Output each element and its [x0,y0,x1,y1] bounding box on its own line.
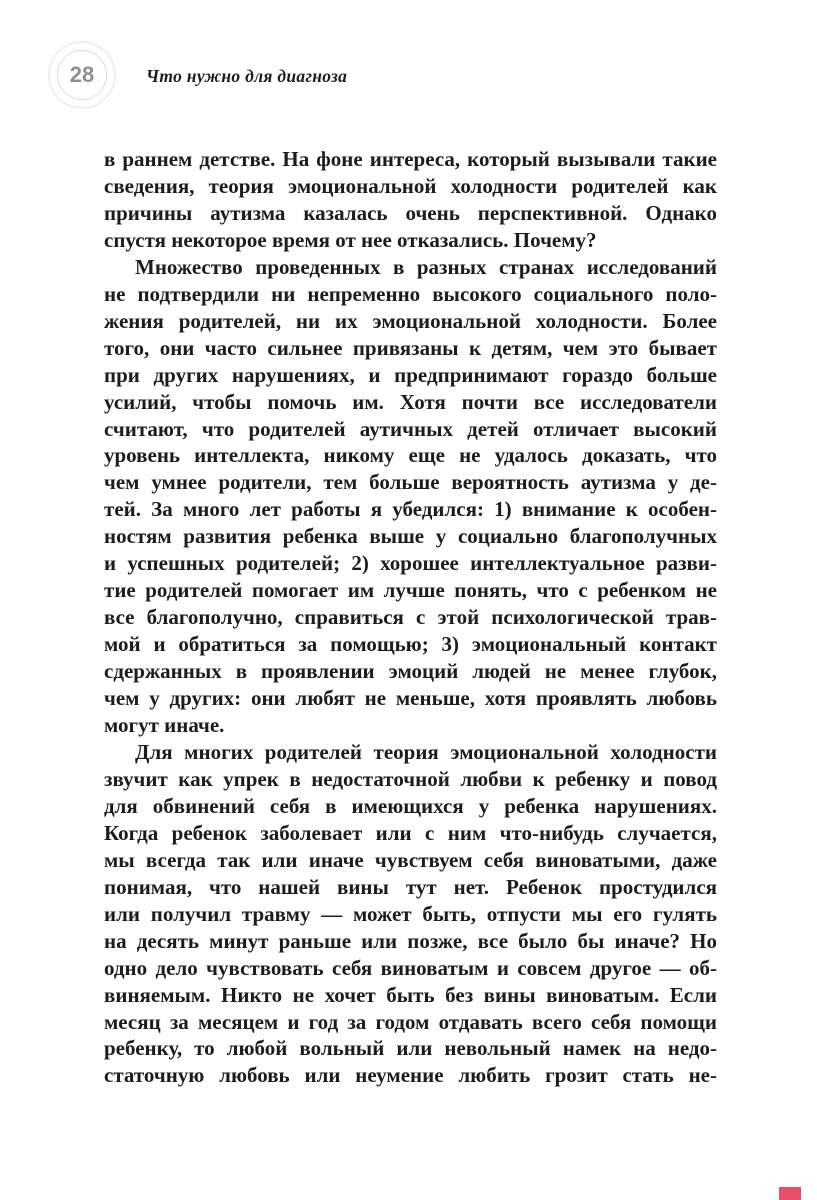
page-number-badge [48,41,116,109]
text-line: мы всегда так или иначе чувствуем себя виноватыми, даже [104,847,717,872]
text-line: чем у других: они любят не меньше, хотя проявлять любовь [104,686,717,711]
page-header [0,0,817,120]
text-line: считают, что родителей аутичных детей отличает высокий [104,416,717,441]
text-line: на десять минут раньше или позже, все было бы иначе? Но [104,928,717,953]
text-line: в раннем детстве. На фоне интереса, который вызывали такие [104,147,717,171]
text-line: тие родителей помогает им лучше понять, что с ребенком не [104,578,717,603]
text-line: или получил травму — может быть, отпусти мы его гулять [104,901,717,926]
text-line: не подтвердили ни непременно высокого социального поло- [104,281,717,306]
page-number: 28 [69,62,95,87]
text-line: уровень интеллекта, никому еще не удалось доказать, что [104,443,717,468]
text-line: для обвинений себя в имеющихся у ребенка нарушениях. [104,793,717,818]
text-line: ребенку, то любой вольный или невольный намек на недо- [104,1036,717,1061]
text-line: Когда ребенок заболевает или с ним что-нибудь случается, [104,820,717,845]
text-line: звучит как упрек в недостаточной любви к ребенку и повод [104,766,717,791]
text-line: сведения, теория эмоциональной холодности родителей как [104,173,717,198]
text-line: жения родителей, ни их эмоциональной холодности. Более [104,308,717,333]
text-line: мой и обратиться за помощью; 3) эмоциональный контакт [104,632,717,657]
text-line: одно дело чувствовать себя виноватым и совсем другое — об- [104,955,717,980]
page-number-ring [57,50,107,100]
text-line: сдержанных в проявлении эмоций людей не менее глубок, [104,659,717,684]
text-line: тей. За много лет работы я убедился: 1) внимание к особен- [104,497,717,522]
text-line: причины аутизма казалась очень перспективной. Однако [104,200,717,225]
corner-mark [779,1187,801,1200]
text-line: Множество проведенных в разных странах исследований [135,254,717,279]
text-line: статочную любовь или неумение любить грозит стать не- [104,1063,717,1088]
text-line: могут иначе. [104,713,225,738]
body-text [104,146,717,1089]
text-line: месяц за месяцем и год за годом отдавать всего себя помощи [104,1009,717,1034]
text-line: спустя некоторое время от нее отказались. Почему? [104,227,597,252]
text-line: того, они часто сильнее привязаны к детям, чем это бывает [104,335,717,360]
text-line: усилий, чтобы помочь им. Хотя почти все исследователи [104,389,717,414]
text-line: и успешных родителей; 2) хорошее интеллектуальное разви- [104,551,717,576]
running-head: Что нужно для диагноза [146,66,348,86]
text-line: виняемым. Никто не хочет быть без вины виноватым. Если [104,982,717,1007]
text-line: при других нарушениях, и предпринимают гораздо больше [104,362,717,387]
text-line: понимая, что нашей вины тут нет. Ребенок простудился [104,874,717,899]
text-line: ностям развития ребенка выше у социально благополучных [104,524,717,549]
text-line: Для многих родителей теория эмоциональной холодности [135,739,717,764]
text-line: чем умнее родители, тем больше вероятность аутизма у де- [104,470,717,495]
text-line: все благополучно, справиться с этой психологической трав- [104,605,717,630]
